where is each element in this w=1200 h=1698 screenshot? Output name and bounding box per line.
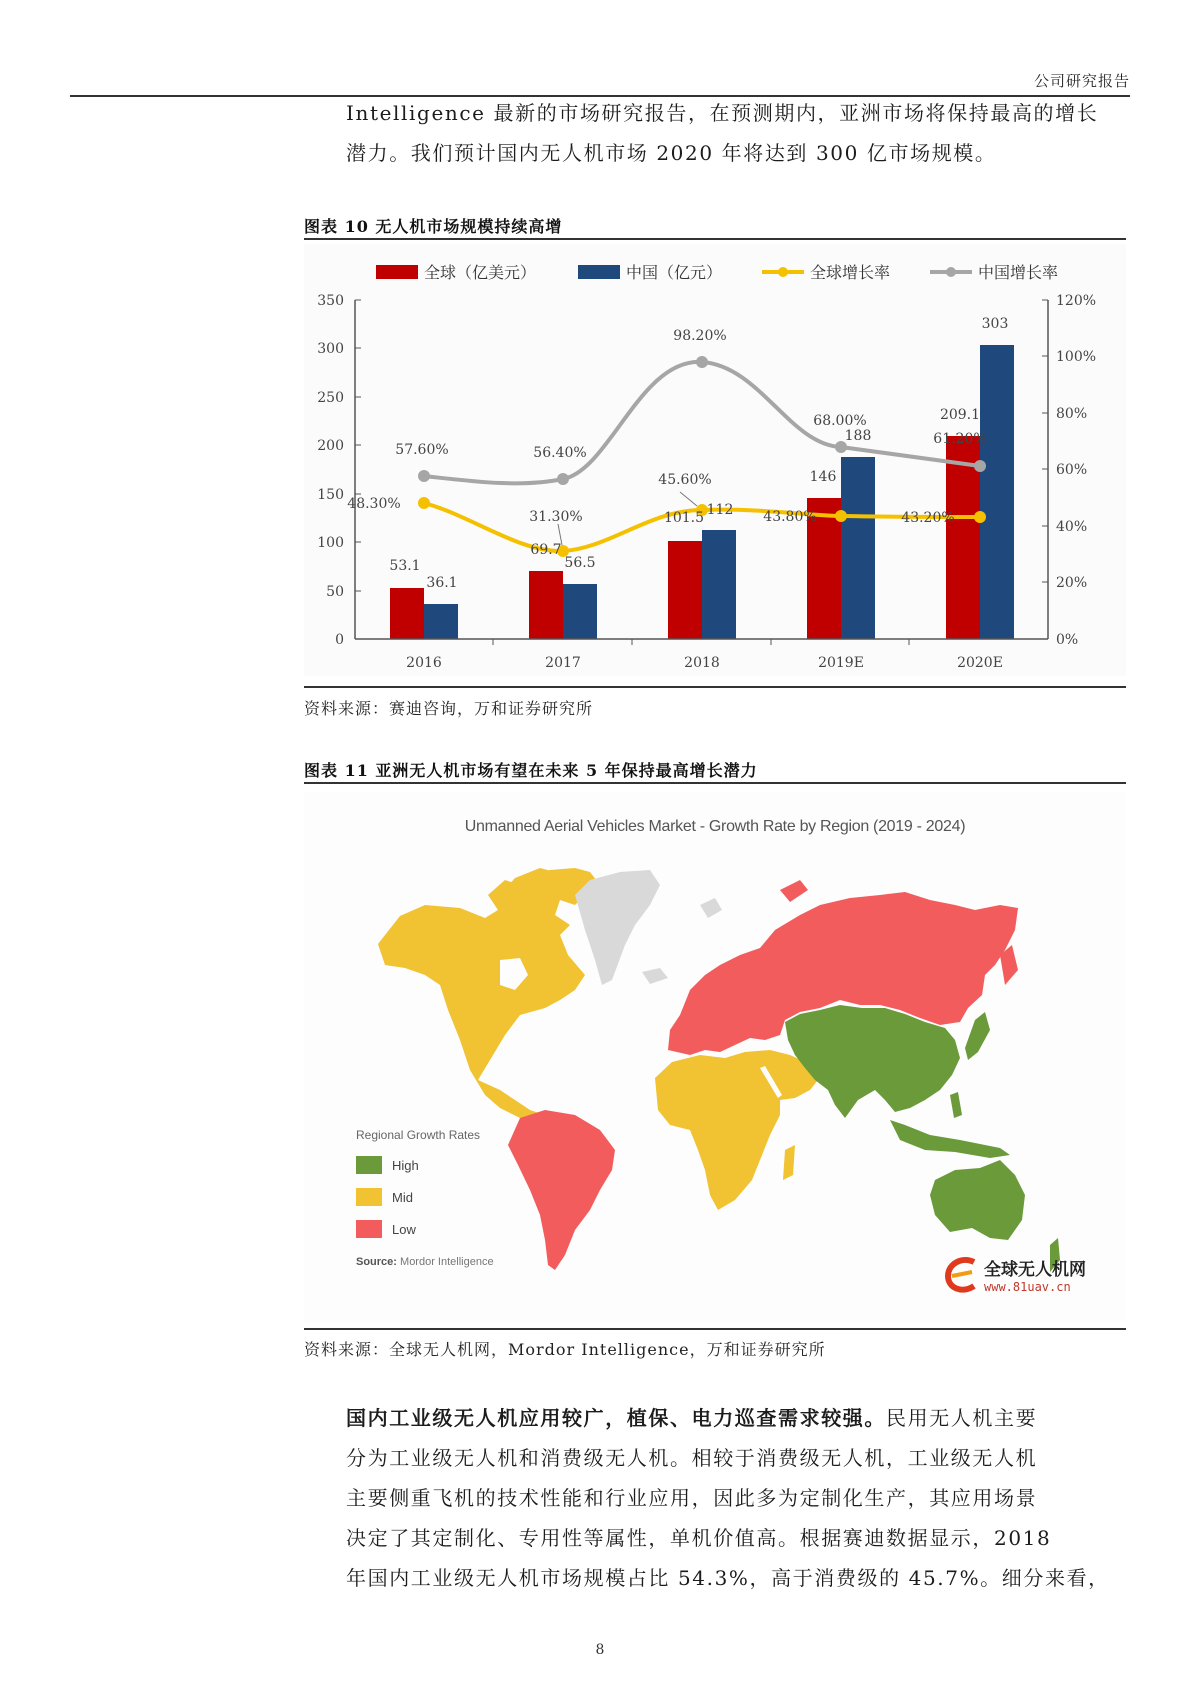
figure-10-title: 图表 10 无人机市场规模持续高增 [304, 217, 563, 236]
left-tick-label: 350 [317, 293, 344, 309]
legend-swatch-low [356, 1220, 382, 1238]
region-north-america [378, 868, 600, 1125]
map-legend-item-high [356, 1156, 494, 1174]
figure-11-source: 资料来源：全球无人机网，Mordor Intelligence，万和证券研究所 [304, 1340, 826, 1359]
label-china-growth-2020E: 61.20% [933, 431, 987, 447]
body-bold-lead: 国内工业级无人机应用较广，植保、电力巡查需求较强。 [346, 1406, 886, 1430]
region-philippines [950, 1092, 962, 1118]
label-china-2017: 56.5 [564, 555, 596, 571]
page-number: 8 [595, 1642, 605, 1658]
region-africa-middle-east [655, 1050, 818, 1210]
right-tick-label: 0% [1056, 632, 1079, 648]
right-tick-label: 20% [1056, 575, 1088, 591]
label-global-2019E: 146 [809, 469, 837, 485]
right-tick-label: 40% [1056, 519, 1088, 535]
x-tick-label: 2020E [957, 655, 1003, 671]
legend-label-low: Low [392, 1221, 416, 1237]
label-global-2018: 101.5 [663, 510, 705, 526]
left-tick-label: 200 [317, 438, 344, 454]
label-global-growth-2018: 45.60% [658, 472, 712, 488]
legend-label-global: 全球（亿美元） [424, 263, 537, 282]
label-global-growth-2017: 31.30% [529, 509, 583, 525]
label-global-2017: 69.7 [530, 542, 562, 558]
map-source [356, 1256, 494, 1268]
body-line-2: 分为工业级无人机和消费级无人机。相较于消费级无人机，工业级无人机 [346, 1446, 1038, 1470]
label-global-2020E: 209.1 [939, 407, 981, 423]
left-tick-label: 50 [326, 584, 344, 600]
right-tick-label: 80% [1056, 406, 1088, 422]
left-tick-label: 0 [335, 632, 344, 648]
logo-url: www.81uav.cn [984, 1279, 1071, 1294]
body-line-1 [346, 1398, 1136, 1438]
figure-11-bottom-rule [304, 1328, 1126, 1330]
legend-label-china: 中国（亿元） [626, 263, 723, 282]
legend-label-global-growth: 全球增长率 [810, 263, 891, 282]
x-tick-label: 2018 [684, 655, 720, 671]
label-global-growth-2020E: 43.20% [901, 510, 955, 526]
body-line-1-rest: 民用无人机主要 [886, 1406, 1038, 1430]
intro-line-1: Intelligence 最新的市场研究报告，在预测期内，亚洲市场将保持最高的增长 [346, 101, 1099, 125]
label-china-2018: 112 [706, 502, 734, 518]
logo-name: 全球无人机网 [984, 1259, 1086, 1280]
logo-e-icon [944, 1254, 982, 1294]
right-tick-label: 60% [1056, 462, 1088, 478]
map-title: Unmanned Aerial Vehicles Market - Growth Rate by Region (2019 - 2024) [464, 818, 966, 835]
left-tick-label: 300 [317, 341, 344, 357]
x-tick-label: 2016 [406, 655, 442, 671]
label-china-2016: 36.1 [426, 575, 458, 591]
region-svalbard [700, 898, 722, 918]
map-legend-title: Regional Growth Rates [356, 1128, 481, 1142]
map-legend [356, 1128, 494, 1268]
legend-label-china-growth: 中国增长率 [978, 263, 1059, 282]
right-tick-label: 100% [1056, 349, 1097, 365]
body-paragraph [346, 1398, 1136, 1598]
right-tick-label: 120% [1056, 293, 1097, 309]
label-global-growth-2016: 48.30% [347, 496, 401, 512]
left-tick-label: 250 [317, 390, 344, 406]
label-global-growth-2019E: 43.80% [763, 509, 817, 525]
left-tick-label: 150 [317, 487, 344, 503]
body-line-4: 决定了其定制化、专用性等属性，单机价值高。根据赛迪数据显示，2018 [346, 1526, 1052, 1550]
legend-swatch-high [356, 1156, 382, 1174]
figure-11-title: 图表 11 亚洲无人机市场有望在未来 5 年保持最高增长潜力 [304, 761, 758, 780]
report-type-label: 公司研究报告 [1033, 72, 1130, 90]
body-line-3: 主要侧重飞机的技术性能和行业应用，因此多为定制化生产，其应用场景 [346, 1486, 1038, 1510]
region-madagascar [783, 1145, 795, 1180]
region-iceland [642, 968, 668, 984]
region-japan [965, 1012, 990, 1060]
map-source-value: Mordor Intelligence [400, 1256, 494, 1268]
map-legend-item-mid [356, 1188, 494, 1206]
label-china-growth-2019E: 68.00% [813, 413, 867, 429]
label-global-2016: 53.1 [389, 558, 421, 574]
label-china-2019E: 188 [844, 428, 872, 444]
map-source-label: Source: [356, 1256, 397, 1268]
label-china-growth-2016: 57.60% [395, 442, 449, 458]
region-novaya-zemlya [780, 880, 808, 902]
label-china-growth-2017: 56.40% [533, 445, 587, 461]
region-south-america [508, 1110, 615, 1270]
label-china-growth-2018: 98.20% [673, 328, 727, 344]
intro-line-2: 潜力。我们预计国内无人机市场 2020 年将达到 300 亿市场规模。 [346, 141, 997, 165]
legend-label-high: High [392, 1157, 419, 1173]
region-indonesia [890, 1120, 1010, 1158]
label-china-2020E: 303 [981, 316, 1009, 332]
body-line-5: 年国内工业级无人机市场规模占比 54.3%，高于消费级的 45.7%。细分来看， [346, 1566, 1110, 1590]
legend-swatch-mid [356, 1188, 382, 1206]
x-tick-label: 2017 [545, 655, 581, 671]
legend-label-mid: Mid [392, 1189, 413, 1205]
map-legend-item-low [356, 1220, 494, 1238]
x-tick-label: 2019E [818, 655, 864, 671]
figure-10-source: 资料来源：赛迪咨询，万和证券研究所 [304, 699, 594, 718]
watermark-logo [944, 1254, 1086, 1294]
region-australia [930, 1160, 1025, 1240]
left-tick-label: 100 [317, 535, 344, 551]
region-greenland [575, 870, 660, 985]
